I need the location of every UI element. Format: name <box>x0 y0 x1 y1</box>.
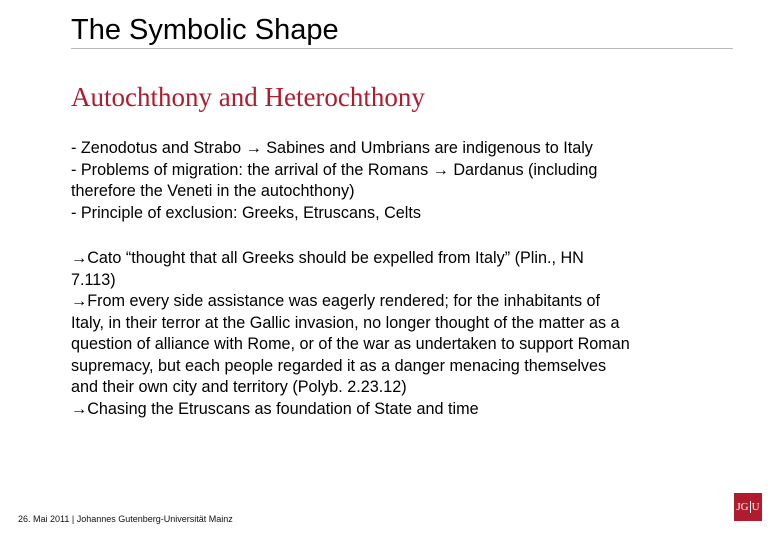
bullet-text: - Problems of migration: the arrival of the Romans <box>71 160 433 179</box>
quote-text: From every side assistance was eagerly rendered; for the inhabitants of Italy, in their terror at the Gallic invasion, no longer thought of the matter as a question of alliance with Rome, or of the war as undertaken to support Roman supremacy, but each people regarded it as a danger menacing themselves and their own city and territory (Polyb. 2.23.12) <box>71 292 630 396</box>
bullet-text: Sabines and Umbrians are indigenous to Italy <box>261 139 593 157</box>
slide-body <box>71 138 631 420</box>
quote-etruscans <box>71 399 631 421</box>
quote-text: Cato “thought that all Greeks should be expelled from Italy” (Plin., HN 7.113) <box>71 249 584 289</box>
arrow-right-icon: → <box>432 160 449 179</box>
quote-text: Chasing the Etruscans as foundation of State and time <box>87 399 479 418</box>
title-divider <box>71 48 733 49</box>
arrow-right-icon: → <box>245 139 262 157</box>
arrow-right-icon: → <box>71 399 88 418</box>
bullet-zenodotus <box>71 138 631 160</box>
spacer <box>71 224 631 248</box>
bullet-text: - Zenodotus and Strabo <box>71 139 246 157</box>
bullet-migration <box>71 160 631 203</box>
arrow-right-icon: → <box>71 249 88 267</box>
slide-footer: 26. Mai 2011 | Johannes Gutenberg-Universität Mainz <box>18 514 233 524</box>
logo-text-right: U <box>751 501 760 513</box>
quote-cato <box>71 248 631 291</box>
bullet-exclusion: - Principle of exclusion: Greeks, Etruscans, Celts <box>71 203 421 222</box>
bullet-text: Dardanus (including therefore the Veneti in the autochthony) <box>71 160 598 200</box>
quote-polybius <box>71 291 631 399</box>
logo-text-left: JG <box>736 501 749 513</box>
slide-subtitle: Autochthony and Heterochthony <box>71 82 425 112</box>
slide-title: The Symbolic Shape <box>71 14 339 46</box>
university-logo <box>734 493 762 521</box>
arrow-right-icon: → <box>71 292 88 310</box>
logo-divider <box>750 501 751 513</box>
